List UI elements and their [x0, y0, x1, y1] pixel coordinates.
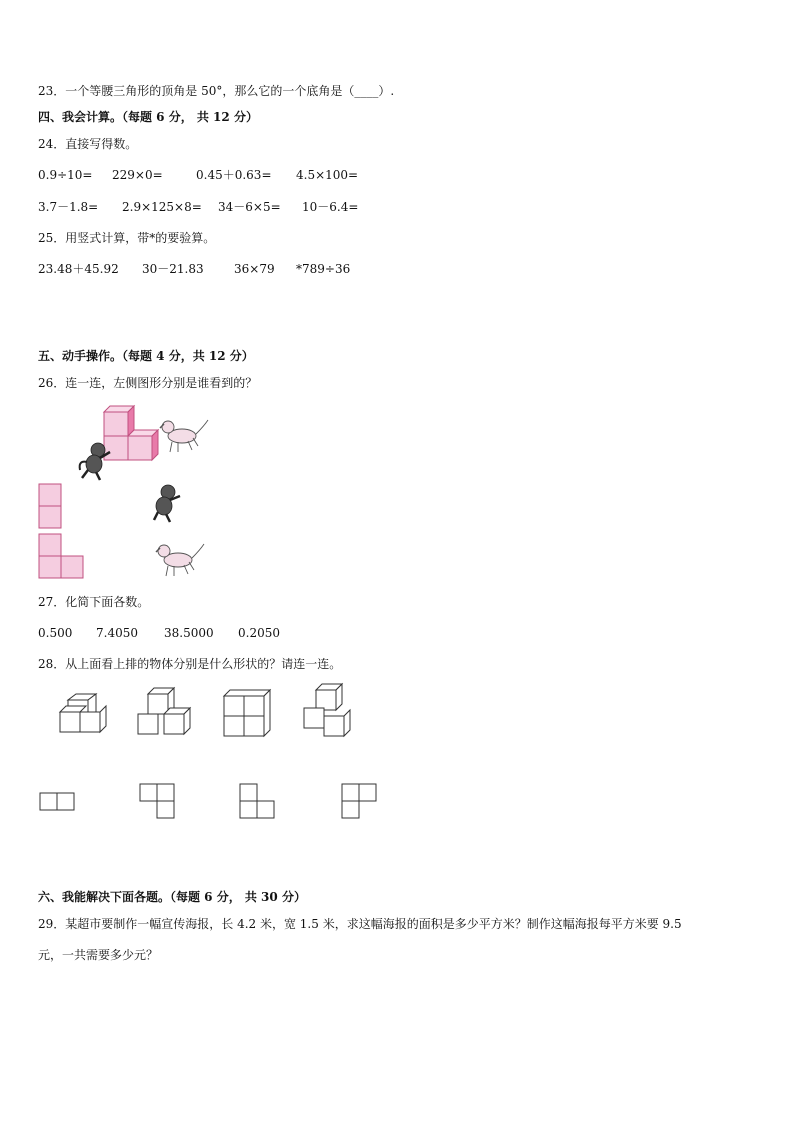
q28-top-view-2: [140, 784, 174, 818]
q28-object-3: [224, 690, 270, 736]
q24-row-2: [38, 199, 358, 215]
section-5-heading: 五、动手操作。（每题 4 分，共 12 分）: [38, 349, 254, 363]
question-29-line-2: 元，一共需要多少元？: [38, 948, 159, 962]
section-6-heading: 六、我能解决下面各题。（每题 6 分， 共 30 分）: [38, 890, 306, 904]
question-29-line-1: 29．某超市要制作一幅宣传海报，长 4.2 米，宽 1.5 米，求这幅海报的面积是多少平方米？制作这幅海报每平方米要 9.5: [38, 917, 682, 931]
question-28: 28．从上面看上排的物体分别是什么形状的？请连一连。: [38, 657, 342, 671]
q27-row: [38, 625, 280, 641]
q24-item: 4.5×100=: [296, 168, 359, 182]
q28-top-view-4: [342, 784, 376, 818]
q24-item: 0.9÷10=: [38, 168, 93, 182]
q25-item: 23.48＋45.92: [38, 262, 119, 276]
monkey-icon: [154, 485, 180, 522]
q28-top-view-1: [40, 793, 74, 810]
question-24: 24．直接写得数。: [38, 137, 138, 151]
question-26: 26．连一连，左侧图形分别是谁看到的？: [38, 376, 258, 390]
question-25: 25．用竖式计算，带*的要验算。: [38, 231, 216, 245]
q26-figure: [30, 400, 290, 590]
q28-top-view-3: [240, 784, 274, 818]
question-27: 27．化简下面各数。: [38, 595, 150, 609]
q28-figure: [40, 680, 400, 830]
section-4-heading: 四、我会计算。（每题 6 分， 共 12 分）: [38, 110, 258, 124]
q27-item: 0.2050: [238, 626, 280, 640]
question-23: 23．一个等腰三角形的顶角是 50°，那么它的一个底角是（____）.: [38, 84, 395, 98]
q27-item: 38.5000: [164, 626, 214, 640]
q28-object-1: [60, 694, 106, 732]
q27-item: 7.4050: [96, 626, 138, 640]
q24-item: 229×0=: [112, 168, 163, 182]
dog-icon: [156, 544, 204, 576]
q24-item: 3.7－1.8=: [38, 200, 99, 214]
q24-item: 0.45＋0.63=: [196, 168, 272, 182]
q24-item: 10－6.4=: [302, 200, 359, 214]
front-view-shape-1: [39, 484, 61, 528]
q27-item: 0.500: [38, 626, 73, 640]
q24-item: 2.9×125×8=: [122, 200, 202, 214]
q24-item: 34－6×5=: [218, 200, 281, 214]
side-view-shape-2: [39, 534, 83, 578]
dog-icon: [160, 420, 208, 452]
q25-item: 30－21.83: [142, 262, 204, 276]
q24-row-1: [38, 167, 358, 183]
q25-item: *789÷36: [296, 262, 351, 276]
q25-item: 36×79: [234, 262, 275, 276]
q25-row: [38, 261, 350, 277]
q28-object-2: [138, 688, 190, 734]
q28-object-4: [304, 684, 350, 736]
cube-stack: [104, 406, 158, 460]
